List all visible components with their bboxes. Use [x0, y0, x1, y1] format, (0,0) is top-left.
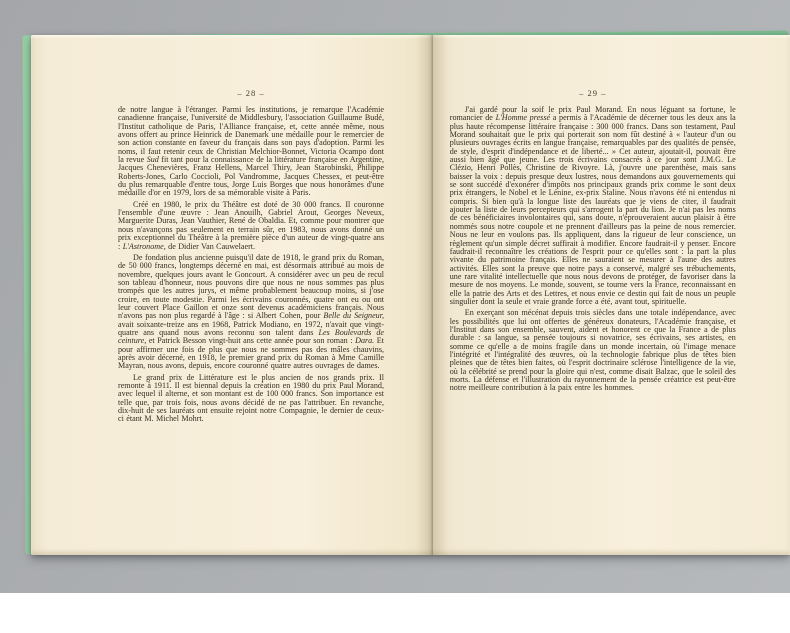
paragraph: En exerçant son mécénat depuis trois siècles dans une totale indépendance, avec les possibilités que lui ont offertes de généreux donateurs, l'Académie française, et l'Institut dans son ensemble, sauvent, aident et honorent ce que la France a de plus durable : sa langue, sa pensée toujours si novatrice, ses écrivains, ses artistes, en somme ce qu'elle a de moins fragile dans un monde incertain, où l'image menace l'intégrité et l'intégralité des œuvres, où la technologie fabrique plus de têtes bien pleines que de têtes bien faites, où l'esprit doctrinaire sclérose l'intelligence de la vie, où la célébrité se prend pour la gloire qui n'est, comme disait Balzac, que le soleil des morts. La défense et l'illustration du rayonnement de la pensée créatrice est peut-être notre meilleure contribution à la paix entre les hommes.: [449, 308, 736, 393]
paragraph: Le grand prix de Littérature est le plus ancien de nos grands prix. Il remonte à 1911. Il est biennal depuis la création en 1980 du prix Paul Morand, avec lequel il alterne, et son montant est de 100 000 francs. Son importance est telle que, par trois fois, nous avons décidé de ne pas l'attribuer. En revanche, dix-huit de ses lauréats ont ensuite rejoint notre Compagnie, le dernier de ceux-ci étant M. Michel Mohrt.: [118, 372, 384, 424]
paragraph: J'ai gardé pour la soif le prix Paul Morand. En nous léguant sa fortune, le romancier de L'Homme pressé a permis à l'Académie de décerner tous les deux ans la plus haute récompense littéraire française : 300 000 francs. Dans son testament, Paul Morand souhaitait que le prix qui porterait son nom fût destiné à « l'auteur d'un ou plusieurs ouvrages écrits en langue française, remarquables par des qualités de pensée, de style, d'esprit d'indépendance et de liberté... » Cet auteur, ajoutait-il, pouvait être aussi bien âgé que jeune. Les trois écrivains consacrés à ce jour sont J.M.G. Le Clézio, Henri Pollès, Christine de Rivoyre. Là, j'ouvre une parenthèse, mais sans baisser la voix : depuis presque deux lustres, nous demandons aux gouvernements qui se sont succédé d'exonérer d'impôts nos principaux grands prix comme le sont deux prix étrangers, le Nobel et le Lénine, ex-prix Staline. Nous n'avons été ni entendus ni compris. Si bien qu'à la longue liste des lauréats que je viens de citer, il faudrait ajouter la liste de leurs percepteurs qui s'arrogent la part du lion. Je n'ai pas les noms de ces bénéficiaires involontaires qui, sans doute, n'éprouveraient aucun plaisir à être nommés sous notre coupole et ne prennent d'ailleurs pas la peine de nous remercier. Nous ne leur en voulons pas. Ils appliquent, dans la rigueur de leur conscience, un règlement qu'un simple décret suffirait à modifier. Encore faudrait-il y penser. Encore faudrait-il reconnaître les créations de l'esprit pour ce qu'elles sont : la part la plus vivante du patrimoine français. Elles ne sauraient se mesurer à l'aune des autres activités. Elles sont la preuve que notre pays a conservé, malgré ses trébuchements, une rare vitalité intellectuelle que nous nous devons de protéger, de favoriser dans la mesure de nos moyens. Le monde, souvent, se tourne vers la France, reconnaissant en elle la patrie des Arts et des Lettres, et nous envie ce destin qui fait de nous un peuple singulier dont la seule et vraie grande force a été, avant tout, spirituelle.: [449, 105, 736, 306]
page-left: [31, 35, 432, 555]
page-right: [432, 35, 790, 555]
page-number-29: – 29 –: [579, 88, 607, 98]
page-left-text: [118, 106, 384, 424]
book-pages: [31, 35, 790, 555]
paragraph: De fondation plus ancienne puisqu'il date de 1918, le grand prix du Roman, de 50 000 francs, longtemps décerné en mai, est désormais attribué au mois de novembre, quelques jours avant le Goncourt. A considérer avec un peu de recul son tableau d'honneur, nous pouvons dire que nous ne nous sommes pas plus trompés que les autres jurys, et même probablement beaucoup moins, si j'ose croire, en toute modestie. Parmi les écrivains couronnés, quatre ont eu ou ont leur couvert Place Gaillon et onze sont devenus académiciens français. Nous n'avons pas non plus regardé à l'âge : si Albert Cohen, pour Belle du Seigneur, avait soixante-treize ans en 1968, Patrick Modiano, en 1972, n'avait que vingt-quatre ans quand nous avons reconnu son talent dans Les Boulevards de ceinture, et Patrick Besson vingt-huit ans cette année pour son roman : Dara. Et pour affirmer une fois de plus que nous ne sommes pas des mâles chauvins, après avoir décerné, en 1918, le premier grand prix du Roman à Mme Camille Mayran, nous avons, depuis, encore couronné quatre autres ouvrages de dames.: [118, 252, 384, 371]
paragraph: Créé en 1980, le prix du Théâtre est doté de 30 000 francs. Il couronne l'ensemble d'une œuvre : Jean Anouilh, Gabriel Arout, Georges Neveux, Marguerite Duras, Jean Vauthier, René de Obaldia. Et, comme pour montrer que nous n'avançons pas seulement en terrain sûr, en 1983, nous avons donné un prix exceptionnel du Théâtre à la première pièce d'un auteur de vingt-quatre ans : L'Astronome, de Didier Van Cauwelaert.: [118, 199, 384, 251]
open-book: [24, 30, 790, 564]
page-right-text: [450, 106, 736, 393]
paragraph: de notre langue à l'étranger. Parmi les institutions, je remarque l'Académie canadienne française, l'université de Middlesbury, l'association Guillaume Budé, l'Institut catholique de Paris, l'Alliance française, et, cette année même, nous avons offert au prince Heinrick de Danemark une médaille pour le remercier de son action constante en faveur du français dans son pays d'adoption. Parmi les noms, il faut retenir ceux de Christian Melchior-Bonnet, Victoria Ocampo dont la revue Sud fit tant pour la connaissance de la littérature française en Argentine, Jacques Chenevières, Franz Hellens, Marcel Thiry, Jean Starobinski, Philippe Roberts-Jones, Carlo Coccioli, Pol Vandromme, Jacques Chessex, et peut-être du plus remarquable d'entre tous, Jorge Luis Borges que nous honorâmes d'une médaille d'or en 1979, lors de sa mémorable visite à Paris.: [118, 105, 384, 198]
page-number-28: – 28 –: [237, 88, 265, 98]
